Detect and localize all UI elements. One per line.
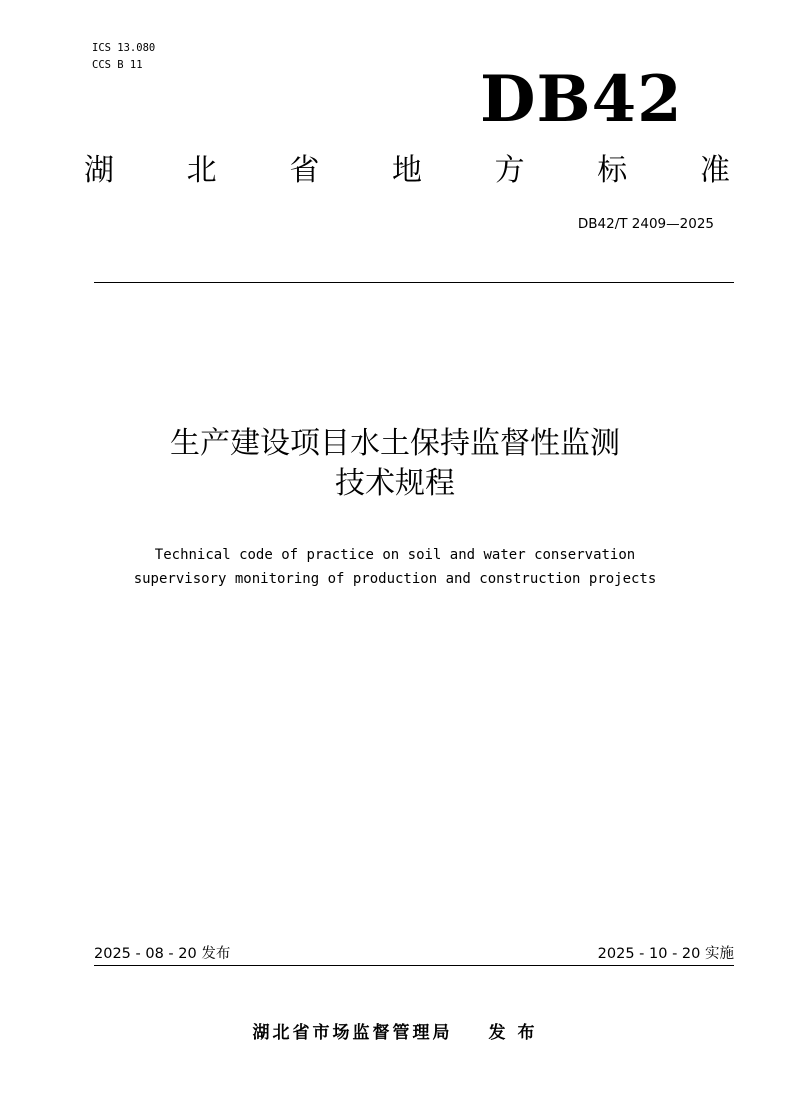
issue-action: 发 布 — [488, 1023, 538, 1043]
heading-char: 准 — [699, 153, 730, 188]
issuer-line — [0, 1018, 790, 1043]
standard-type-heading — [84, 150, 730, 192]
classification-codes — [92, 40, 155, 74]
standard-number: DB42/T 2409—2025 — [577, 216, 714, 232]
heading-char: 省 — [289, 153, 320, 188]
publish-date: 2025 - 08 - 20 发布 — [94, 946, 231, 962]
english-title-line-2: supervisory monitoring of production and construction projects — [133, 571, 657, 587]
top-divider — [94, 282, 734, 283]
title-line-1: 生产建设项目水土保持监督性监测 — [170, 426, 620, 461]
heading-char: 湖 — [84, 153, 114, 188]
heading-char: 标 — [597, 153, 628, 188]
english-title — [0, 543, 790, 591]
english-title-line-1: Technical code of practice on soil and water conservation — [154, 547, 636, 563]
title-line-2: 技术规程 — [335, 466, 455, 501]
heading-char: 北 — [186, 153, 217, 188]
db42-logo: DB42 — [480, 62, 683, 137]
heading-char: 地 — [391, 153, 422, 188]
ccs-code: CCS B 11 — [92, 59, 143, 71]
bottom-divider — [94, 965, 734, 966]
document-title — [0, 424, 790, 504]
heading-char: 方 — [494, 153, 525, 188]
implement-date: 2025 - 10 - 20 实施 — [597, 946, 734, 962]
issuer-name: 湖北省市场监督管理局 — [252, 1023, 453, 1043]
ics-code: ICS 13.080 — [92, 42, 156, 54]
